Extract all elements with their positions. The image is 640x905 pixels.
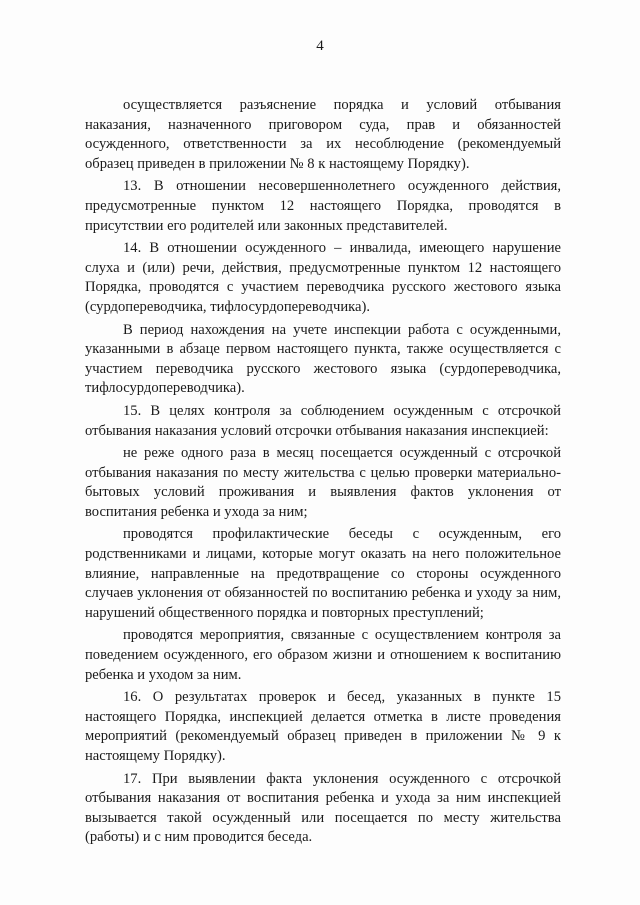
paragraph-item-15-visit: не реже одного раза в месяц посещается осужденный с отсрочкой отбывания наказания по месту жительства с целью проверки материально-бытовых условий проживания и выявления фактов уклонения от воспитания ребенка и ухода за ним; bbox=[85, 445, 561, 520]
paragraph-item-15-measures: проводятся мероприятия, связанные с осуществлением контроля за поведением осужденного, его образом жизни и отношением к воспитанию ребенка и уходом за ним. bbox=[85, 627, 561, 683]
paragraph-item-13: 13. В отношении несовершеннолетнего осужденного действия, предусмотренные пунктом 12 настоящего Порядка, проводятся в присутствии его родителей или законных представителей. bbox=[85, 178, 561, 234]
paragraph-item-15-talks: проводятся профилактические беседы с осужденным, его родственниками и лицами, которые могут оказать на него положительное влияние, направленные на предотвращение со стороны осужденного случаев уклонения от обязанностей по воспитанию ребенка и уходу за ним, нарушений общественного порядка и повторных преступлений; bbox=[85, 526, 561, 621]
paragraph-item-17: 17. При выявлении факта уклонения осужденного с отсрочкой отбывания наказания от воспитания ребенка и ухода за ним инспекцией вызывается такой осужденный или посещается по месту жительства (работы) и с ним проводится беседа. bbox=[85, 770, 561, 846]
paragraph-item-14: 14. В отношении осужденного – инвалида, имеющего нарушение слуха и (или) речи, действия, предусмотренные пунктом 12 настоящего Порядка, проводятся с участием переводчика русского жестового языка (сурдопереводчика, тифлосурдопереводчика). bbox=[85, 240, 561, 315]
paragraph-continuation: осуществляется разъяснение порядка и условий отбывания наказания, назначенного приговором суда, прав и обязанностей осужденного, ответственности за их несоблюдение (рекомендуемый образец приведен в приложении № 8 к настоящему Порядку). bbox=[85, 97, 561, 172]
paragraph-item-16: 16. О результатах проверок и бесед, указанных в пункте 15 настоящего Порядка, инспекцией делается отметка в листе проведения мероприятий (рекомендуемый образец приведен в приложении № 9 к настоящему Порядку). bbox=[85, 689, 561, 764]
paragraph-item-15: 15. В целях контроля за соблюдением осужденным с отсрочкой отбывания наказания условий отсрочки отбывания наказания инспекцией: bbox=[85, 402, 561, 439]
page-number: 4 bbox=[316, 38, 324, 54]
document-body bbox=[85, 96, 561, 850]
paragraph-item-14-second: В период нахождения на учете инспекции работа с осужденными, указанными в абзаце первом настоящего пункта, также осуществляется с участием переводчика русского жестового языка (сурдопереводчика, тифлосурдопереводчика). bbox=[85, 321, 561, 397]
